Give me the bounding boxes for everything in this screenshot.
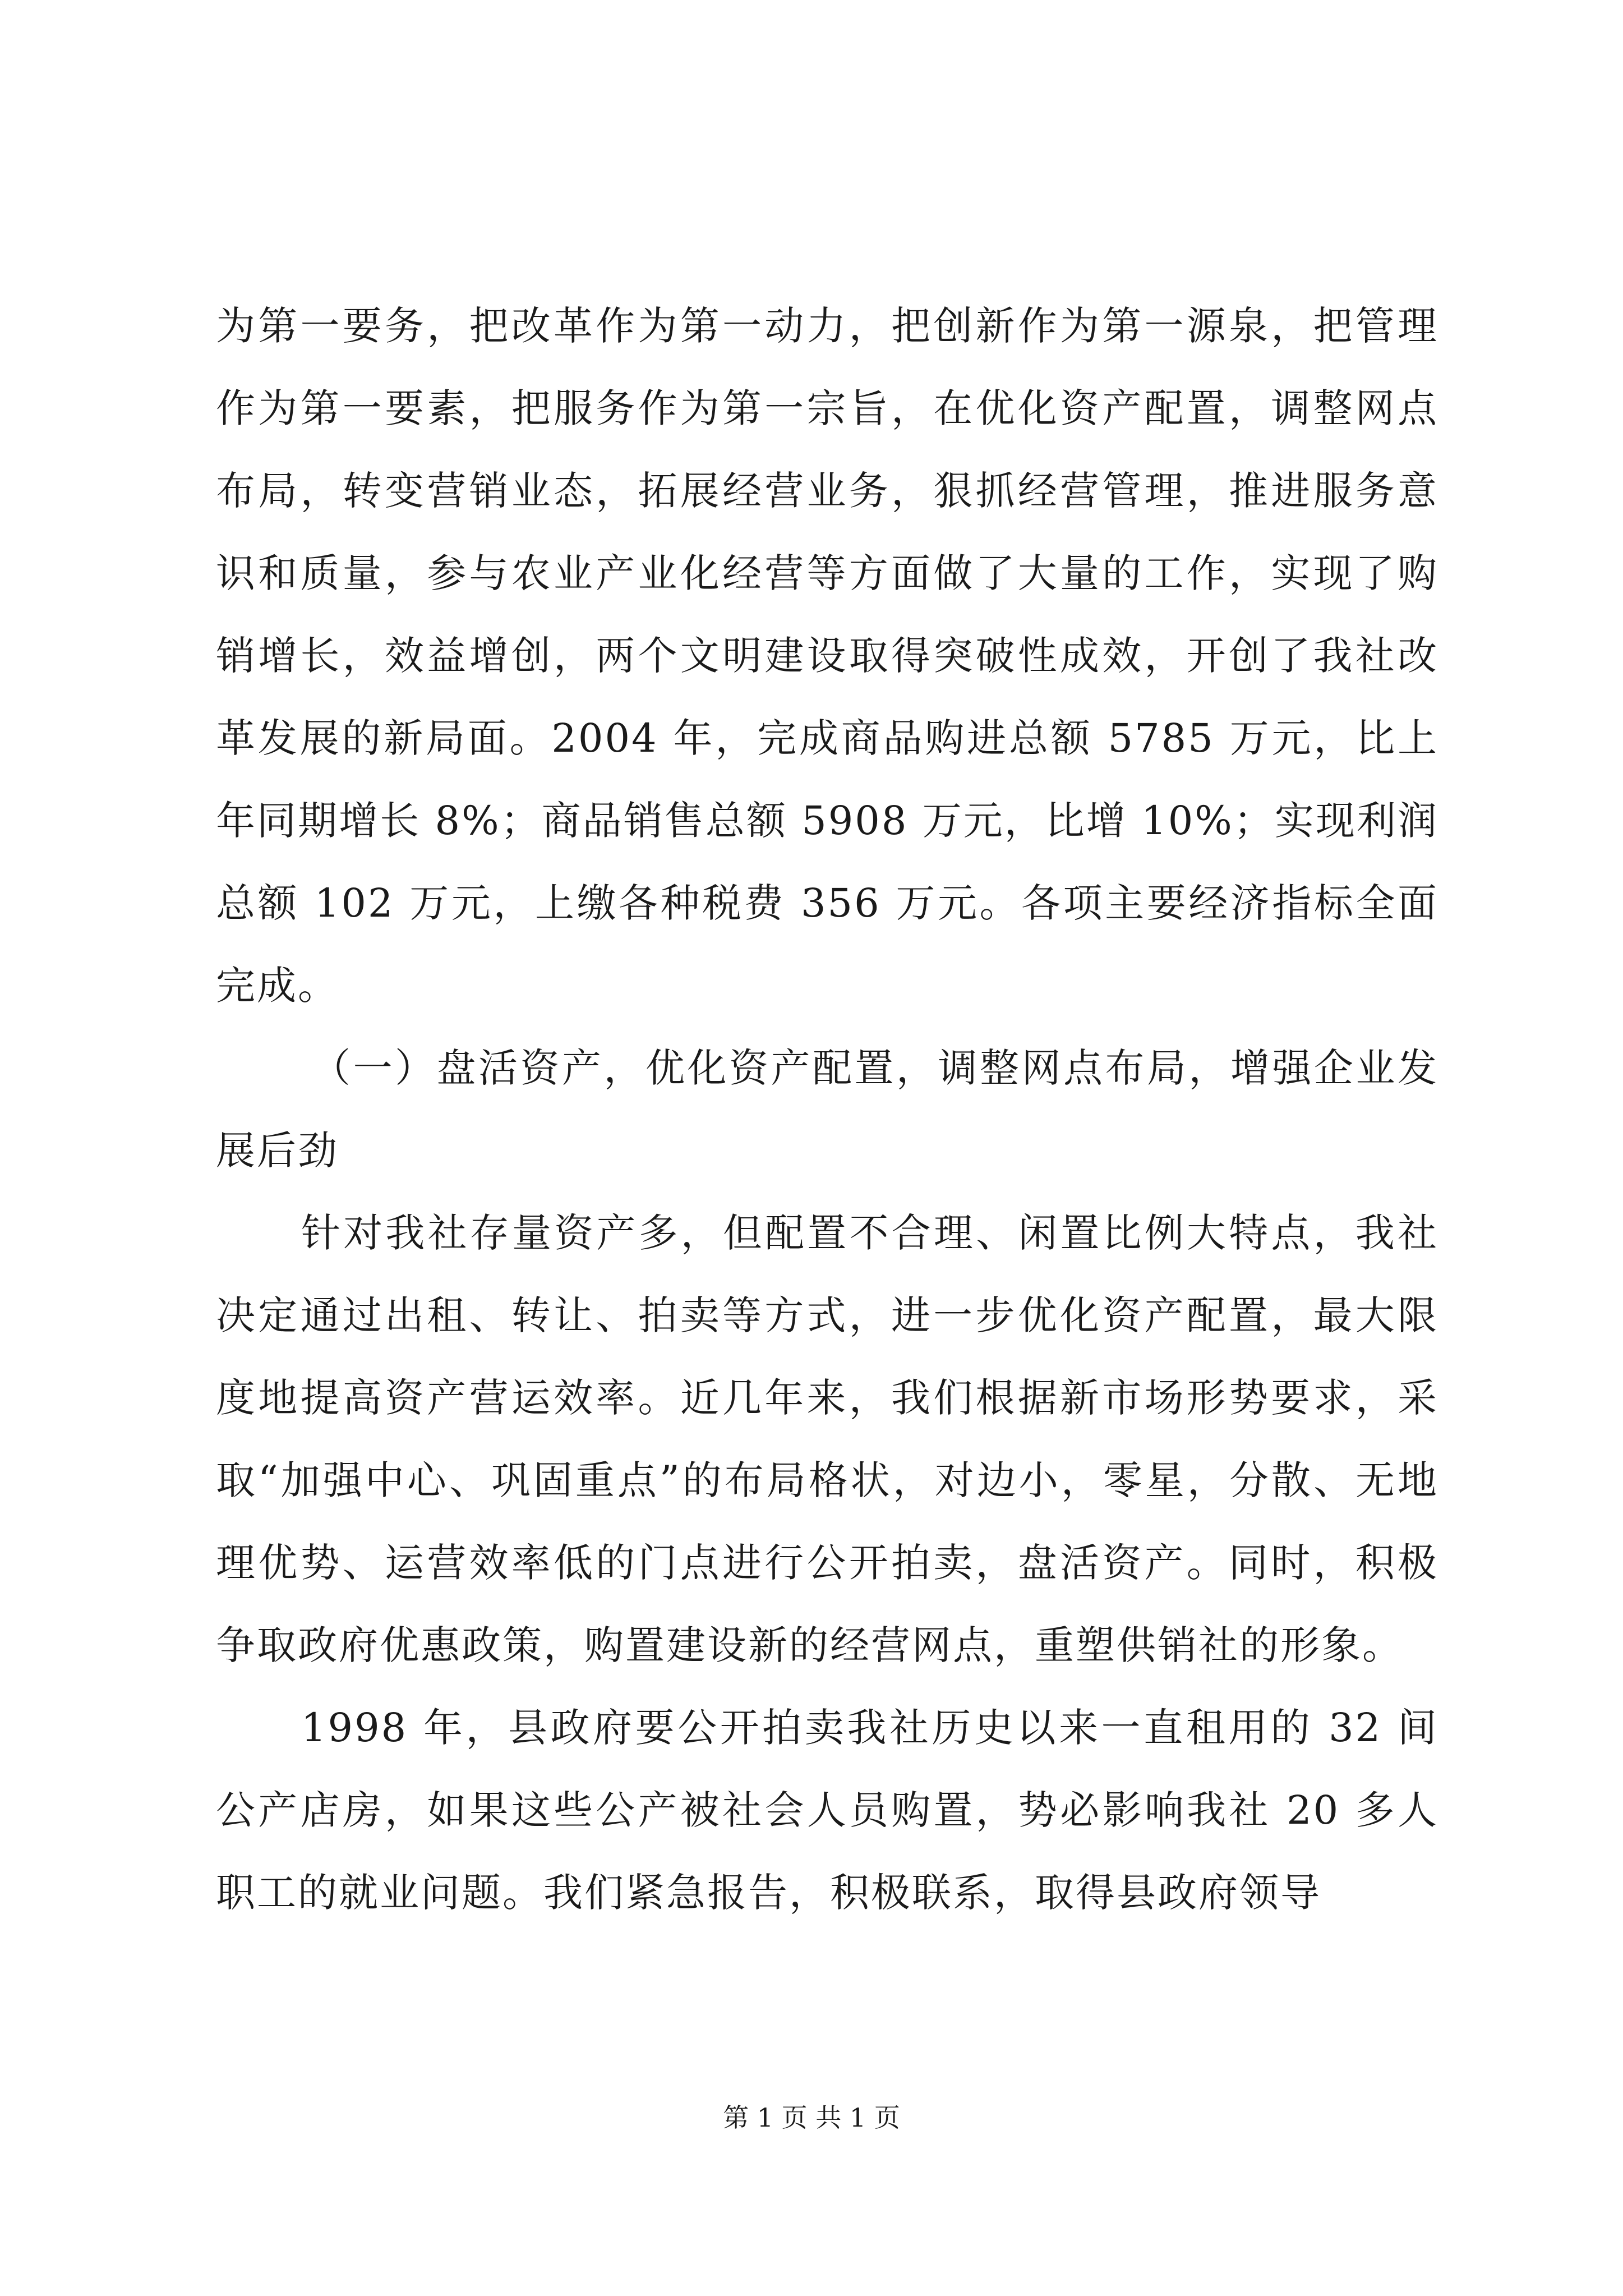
section-heading: （一）盘活资产，优化资产配置，调整网点布局，增强企业发展后劲 [216, 1045, 1438, 1174]
paragraph: 1998 年，县政府要公开拍卖我社历史以来一直租用的 32 间公产店房，如果这些公产被社会人员购置，势必影响我社 20 多人职工的就业问题。我们紧急报告，积极联系，取得县政府领导 [216, 1705, 1438, 1916]
document-body [216, 285, 1438, 1934]
paragraph-continued: 为第一要务，把改革作为第一动力，把创新作为第一源泉，把管理作为第一要素，把服务作为第一宗旨，在优化资产配置，调整网点布局，转变营销业态，拓展经营业务，狠抓经营管理，推进服务意识和质量，参与农业产业化经营等方面做了大量的工作，实现了购销增长，效益增创，两个文明建设取得突破性成效，开创了我社改革发展的新局面。2004 年，完成商品购进总额 5785 万元，比上年同期增长 8%；商品销售总额 5908 万元，比增 10%；实现利润总额 102 万元，上缴各种税费 356 万元。各项主要经济指标全面完成。 [216, 303, 1438, 1009]
paragraph: 针对我社存量资产多，但配置不合理、闲置比例大特点，我社决定通过出租、转让、拍卖等方式，进一步优化资产配置，最大限度地提高资产营运效率。近几年来，我们根据新市场形势要求，采取“加强中心、巩固重点”的布局格状，对边小，零星，分散、无地理优势、运营效率低的门点进行公开拍卖，盘活资产。同时，积极争取政府优惠政策，购置建设新的经营网点，重塑供销社的形象。 [216, 1210, 1438, 1668]
page-footer: 第 1 页 共 1 页 [723, 2102, 900, 2133]
